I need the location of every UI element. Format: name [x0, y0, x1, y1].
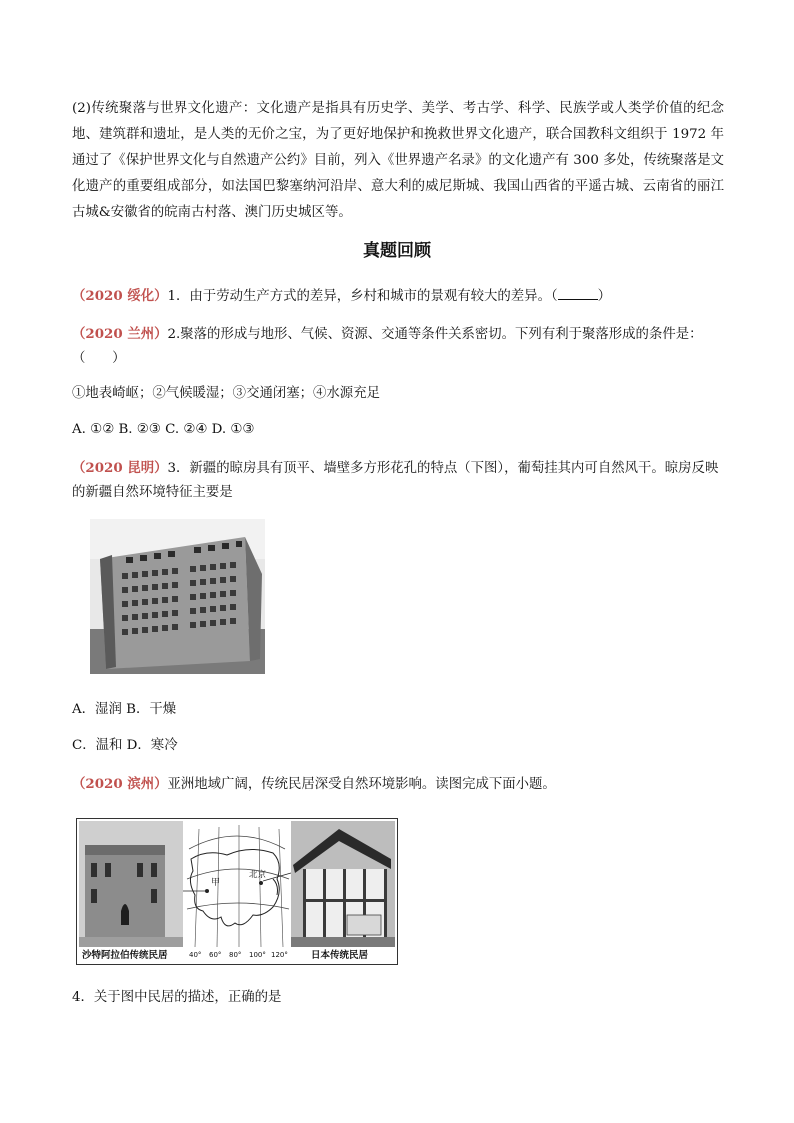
question-4-intro-text: 亚洲地域广阔，传统民居深受自然环境影响。读图完成下面小题。	[167, 777, 556, 792]
question-2-conditions: ①地表崎岖；②气候暖湿；③交通闭塞；④水源充足	[72, 386, 380, 401]
map-label-jia: 甲	[211, 878, 221, 888]
question-2	[72, 322, 724, 371]
answer-blank	[558, 287, 598, 300]
lon-tick: 40°	[189, 951, 202, 959]
intro-paragraph: (2)传统聚落与世界文化遗产：文化遗产是指具有历史学、美学、考古学、科学、民族学或人类学价值的纪念地、建筑群和遗址，是人类的无价之宝，为了更好地保护和挽救世界文化遗产，联合国教科文组织于 1972 年通过了《保护世界文化与自然遗产公约》目前，列入《世界遗产名录》的文化遗产有 300 多处，传统聚落是文化遗产的重要组成部分，如法国巴黎塞纳河沿岸、意大利的威尼斯城、我国山西省的平遥古城、云南省的丽江古城&安徽省的皖南古村落、澳门历史城区等。	[72, 101, 724, 220]
question-1	[72, 284, 724, 309]
question-4: 4．关于图中民居的描述，正确的是	[72, 990, 282, 1005]
lon-tick: 120°	[271, 951, 288, 959]
question-3-source-tag: （2020 昆明）	[72, 460, 168, 476]
asia-houses-figure	[76, 818, 398, 965]
question-3-options-row2: C．温和 D．寒冷	[72, 738, 178, 753]
question-3-options-row1: A．湿润 B．干燥	[72, 702, 177, 717]
lon-tick: 100°	[249, 951, 266, 959]
section-title: 真题回顾	[363, 241, 431, 261]
question-1-tail: ）	[597, 289, 612, 304]
question-2-text: 2.聚落的形成与地形、气候、资源、交通等条件关系密切。下列有利于聚落形成的条件是：（ ）	[72, 327, 703, 366]
lon-tick: 80°	[229, 951, 242, 959]
question-4-intro	[72, 772, 724, 797]
question-1-text: 1．由于劳动生产方式的差异，乡村和城市的景观有较大的差异。（	[167, 289, 558, 304]
map-label-beijing: 北京	[249, 870, 267, 880]
drying-house-photo	[90, 519, 265, 674]
japan-house-photo	[291, 821, 395, 962]
question-3-text: 3．新疆的晾房具有顶平、墙壁多方形花孔的特点（下图），葡萄挂其内可自然风干。晾房反映的新疆自然环境特征主要是	[72, 461, 719, 500]
question-3	[72, 456, 724, 505]
question-2-source-tag: （2020 兰州）	[72, 326, 168, 342]
saudi-house-photo	[79, 821, 183, 962]
question-1-source-tag: （2020 绥化）	[72, 288, 168, 304]
question-4-source-tag: （2020 滨州）	[72, 776, 168, 792]
question-2-options: A. ①② B. ②③ C. ②④ D. ①③	[72, 422, 255, 437]
japan-house-caption: 日本传统民居	[311, 950, 369, 961]
saudi-house-caption: 沙特阿拉伯传统民居	[82, 950, 168, 961]
asia-map	[183, 821, 291, 962]
lon-tick: 60°	[209, 951, 222, 959]
